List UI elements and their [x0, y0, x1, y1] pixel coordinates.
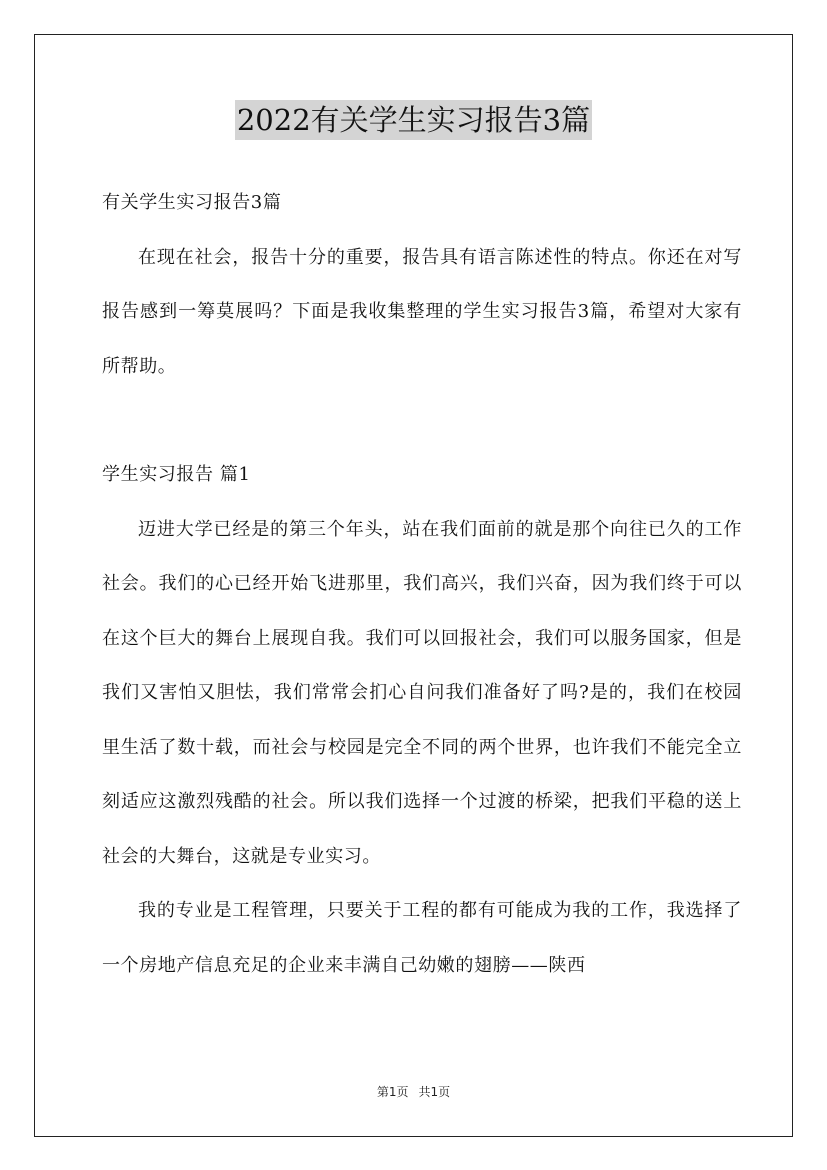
title-container [0, 100, 827, 140]
page-total: 共1页 [418, 1085, 451, 1099]
section-spacer [102, 394, 742, 448]
intro-paragraph: 在现在社会，报告十分的重要，报告具有语言陈述性的特点。你还在对写报告感到一筹莫展吗？下面是我收集整理的学生实习报告3篇，希望对大家有所帮助。 [102, 246, 742, 377]
document-title: 2022有关学生实习报告3篇 [235, 100, 592, 140]
page-number: 第1页 [376, 1085, 409, 1099]
body-paragraph: 我的专业是工程管理，只要关于工程的都有可能成为我的工作，我选择了一个房地产信息充足的企业来丰满自己幼嫩的翅膀——陕西 [102, 900, 742, 976]
page-footer [0, 1083, 827, 1100]
document-subtitle: 有关学生实习报告3篇 [102, 192, 282, 213]
section-heading: 学生实习报告 篇1 [102, 464, 251, 485]
body-paragraph: 迈进大学已经是的第三个年头，站在我们面前的就是那个向往已久的工作社会。我们的心已经开始飞进那里，我们高兴，我们兴奋，因为我们终于可以在这个巨大的舞台上展现自我。我们可以回报社会，我们可以服务国家，但是我们又害怕又胆怯，我们常常会扪心自问我们准备好了吗?是的，我们在校园里生活了数十载，而社会与校园是完全不同的两个世界，也许我们不能完全立刻适应这激烈残酷的社会。所以我们选择一个过渡的桥梁，把我们平稳的送上社会的大舞台，这就是专业实习。 [102, 518, 742, 867]
document-body [102, 176, 742, 993]
